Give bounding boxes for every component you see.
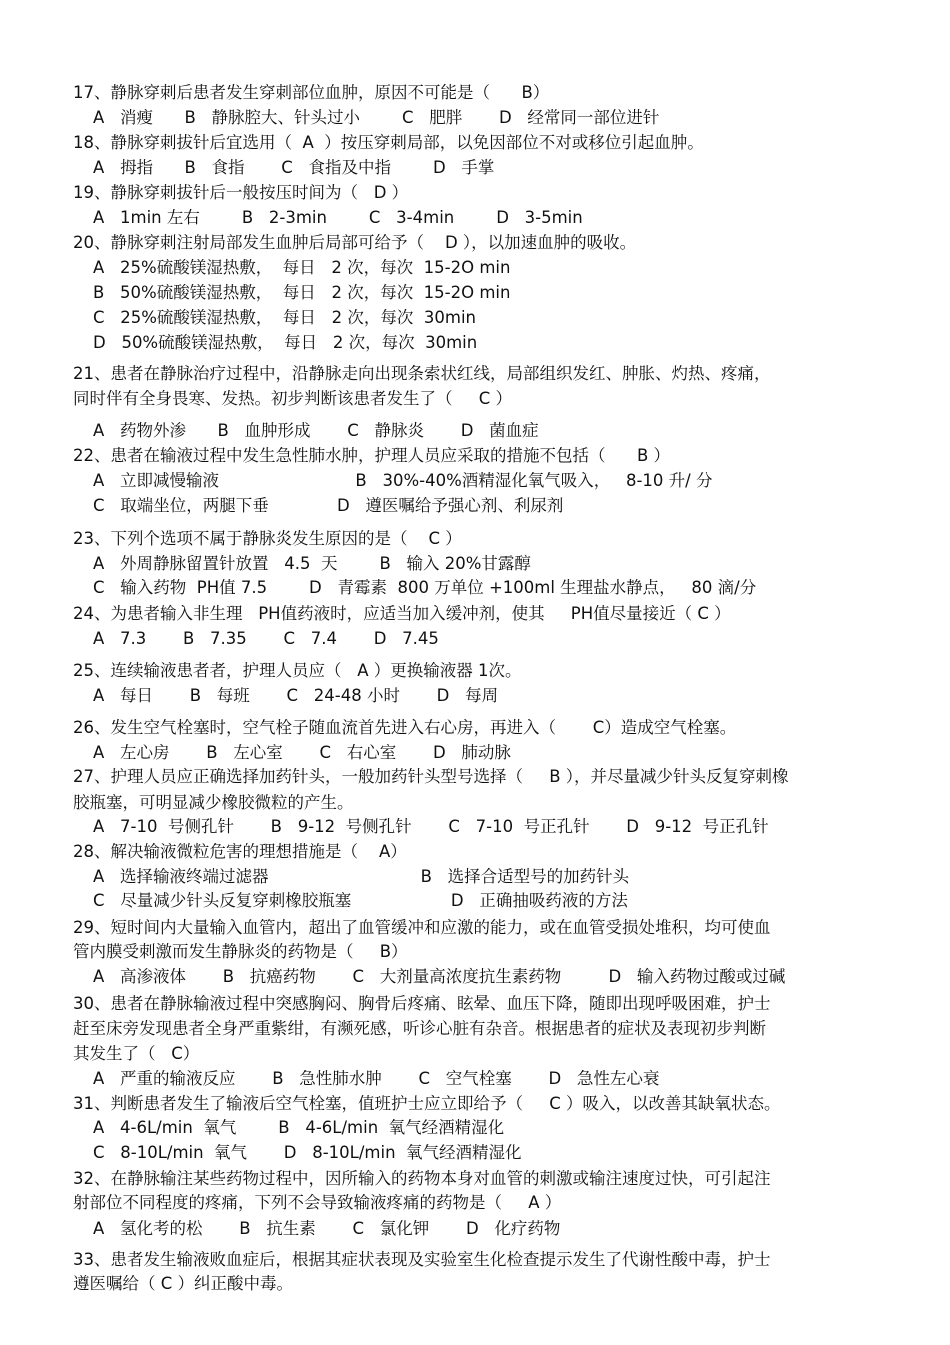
question-stem-line: 18、静脉穿刺拔针后宜选用（ A ）按压穿刺局部，以免因部位不对或移位引起血肿。 [73,133,704,152]
answer-options-line: A 7-10 号侧孔针 B 9-12 号侧孔针 C 7-10 号正孔针 D 9-12 号正孔针 [93,817,769,836]
answer-options-line: A 4-6L/min 氧气 B 4-6L/min 氧气经酒精湿化 [93,1118,505,1137]
question-stem-line: 管内膜受刺激而发生静脉炎的药物是（ B） [73,942,408,961]
question-stem-line: 同时伴有全身畏寒、发热。初步判断该患者发生了（ C ） [73,389,512,408]
question-stem-line: 26、发生空气栓塞时，空气栓子随血流首先进入右心房，再进入（ C）造成空气栓塞。 [73,718,737,737]
answer-options-line: B 50%硫酸镁湿热敷， 每日 2 次，每次 15-2O min [93,283,511,302]
answer-options-line: A 消瘦 B 静脉腔大、针头过小 C 肥胖 D 经常同一部位进针 [93,108,660,127]
answer-options-line: A 药物外渗 B 血肿形成 C 静脉炎 D 菌血症 [93,421,539,440]
answer-options-line: C 尽量减少针头反复穿刺橡胶瓶塞 D 正确抽吸药液的方法 [93,891,628,910]
question-stem-line: 27、护理人员应正确选择加药针头，一般加药针头型号选择（ B ），并尽量减少针头反复穿刺橡 [73,767,789,786]
answer-options-line: C 25%硫酸镁湿热敷， 每日 2 次，每次 30min [93,308,476,327]
answer-options-line: A 选择输液终端过滤器 B 选择合适型号的加药针头 [93,867,630,886]
question-stem-line: 胶瓶塞，可明显减少橡胶微粒的产生。 [73,793,354,812]
answer-options-line: C 8-10L/min 氧气 D 8-10L/min 氧气经酒精湿化 [93,1143,522,1162]
answer-options-line: A 左心房 B 左心室 C 右心室 D 肺动脉 [93,743,511,762]
question-stem-line: 其发生了（ C） [73,1044,200,1063]
question-stem-line: 17、静脉穿刺后患者发生穿刺部位血肿，原因不可能是（ B） [73,83,550,102]
question-stem-line: 赶至床旁发现患者全身严重紫绀，有濒死感，听诊心脏有杂音。根据患者的症状及表现初步判断 [73,1019,766,1038]
question-stem-line: 32、在静脉输注某些药物过程中，因所输入的药物本身对血管的刺激或输注速度过快，可引起注 [73,1169,771,1188]
question-stem-line: 28、解决输液微粒危害的理想措施是（ A） [73,842,407,861]
question-stem-line: 31、判断患者发生了输液后空气栓塞，值班护士应立即给予（ C ）吸入，以改善其缺氧状态。 [73,1094,781,1113]
answer-options-line: C 输入药物 PH值 7.5 D 青霉素 800 万单位 +100ml 生理盐水静点， 80 滴/分 [93,578,757,597]
answer-options-line: A 外周静脉留置针放置 4.5 天 B 输入 20%甘露醇 [93,554,531,573]
question-stem-line: 24、为患者输入非生理 PH值药液时，应适当加入缓冲剂，使其 PH值尽量接近（ C ） [73,604,731,623]
question-stem-line: 25、连续输液患者者，护理人员应（ A ）更换输液器 1次。 [73,661,522,680]
answer-options-line: A 25%硫酸镁湿热敷， 每日 2 次，每次 15-2O min [93,258,511,277]
answer-options-line: A 立即减慢输液 B 30%-40%酒精湿化氧气吸入， 8-10 升/ 分 [93,471,713,490]
question-stem-line: 19、静脉穿刺拔针后一般按压时间为（ D ） [73,183,409,202]
answer-options-line: A 每日 B 每班 C 24-48 小时 D 每周 [93,686,499,705]
answer-options-line: A 1min 左右 B 2-3min C 3-4min D 3-5min [93,208,583,227]
question-stem-line: 21、患者在静脉治疗过程中，沿静脉走向出现条索状红线，局部组织发红、肿胀、灼热、疼痛， [73,364,771,383]
question-stem-line: 33、患者发生输液败血症后，根据其症状表现及实验室生化检查提示发生了代谢性酸中毒，护士 [73,1250,771,1269]
question-stem-line: 射部位不同程度的疼痛，下列不会导致输液疼痛的药物是（ A ） [73,1193,562,1212]
question-stem-line: 22、患者在输液过程中发生急性肺水肿，护理人员应采取的措施不包括（ B ） [73,446,671,465]
answer-options-line: A 7.3 B 7.35 C 7.4 D 7.45 [93,629,439,648]
answer-options-line: A 严重的输液反应 B 急性肺水肿 C 空气栓塞 D 急性左心衰 [93,1069,660,1088]
answer-options-line: A 高渗液体 B 抗癌药物 C 大剂量高浓度抗生素药物 D 输入药物过酸或过碱 [93,967,786,986]
answer-options-line: A 氢化考的松 B 抗生素 C 氯化钾 D 化疗药物 [93,1219,561,1238]
question-stem-line: 30、患者在静脉输液过程中突感胸闷、胸骨后疼痛、眩晕、血压下降，随即出现呼吸困难，护士 [73,994,771,1013]
question-stem-line: 29、短时间内大量输入血管内，超出了血管缓冲和应激的能力，或在血管受损处堆积，均可使血 [73,918,771,937]
question-stem-line: 23、下列个选项不属于静脉炎发生原因的是（ C ） [73,529,462,548]
answer-options-line: C 取端坐位，两腿下垂 D 遵医嘱给予强心剂、利尿剂 [93,496,564,515]
question-stem-line: 20、静脉穿刺注射局部发生血肿后局部可给予（ D ），以加速血肿的吸收。 [73,233,637,252]
question-stem-line: 遵医嘱给（ C ）纠正酸中毒。 [73,1274,294,1293]
answer-options-line: D 50%硫酸镁湿热敷， 每日 2 次，每次 30min [93,333,478,352]
answer-options-line: A 拇指 B 食指 C 食指及中指 D 手掌 [93,158,495,177]
